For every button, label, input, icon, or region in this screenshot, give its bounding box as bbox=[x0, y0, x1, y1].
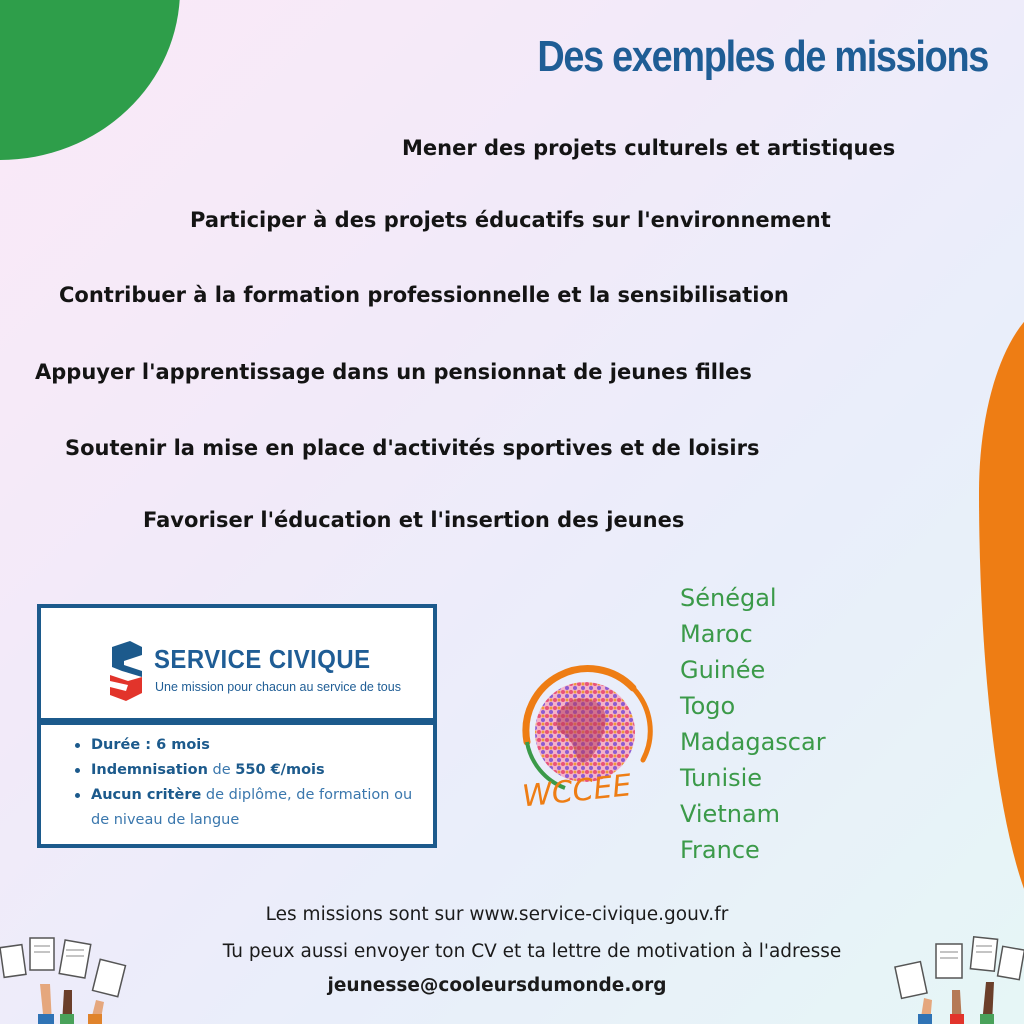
duration-text: Durée : 6 mois bbox=[91, 737, 210, 753]
country-item: Sénégal bbox=[680, 584, 777, 612]
mission-item: Participer à des projets éducatifs sur l'environnement bbox=[190, 208, 831, 232]
wccee-logo bbox=[505, 650, 670, 815]
service-civique-card bbox=[37, 604, 437, 848]
service-civique-name: SERVICE CIVIQUE bbox=[154, 644, 371, 674]
contact-email[interactable]: jeunesse@cooleursdumonde.org bbox=[327, 975, 667, 996]
service-civique-logo-icon bbox=[108, 641, 144, 701]
country-item: Madagascar bbox=[680, 728, 826, 756]
page-title: Des exemples de missions bbox=[537, 32, 988, 81]
hands-documents-right-icon bbox=[894, 934, 1024, 1024]
conditions-list bbox=[41, 733, 433, 833]
mission-item: Contribuer à la formation professionnelle et la sensibilisation bbox=[59, 283, 789, 307]
criteria-text: de diplôme, de formation ou de niveau de langue bbox=[91, 787, 413, 828]
service-civique-header bbox=[41, 608, 433, 718]
mission-item: Appuyer l'apprentissage dans un pensionnat de jeunes filles bbox=[35, 360, 752, 384]
indemnity-label: Indemnisation bbox=[91, 762, 208, 778]
cv-instructions: Tu peux aussi envoyer ton CV et ta lettre de motivation à l'adresse bbox=[222, 941, 842, 962]
country-item: Vietnam bbox=[680, 800, 781, 828]
criteria-label: Aucun critère bbox=[91, 787, 202, 803]
country-item: Maroc bbox=[680, 620, 753, 648]
country-item: Togo bbox=[680, 692, 736, 720]
card-divider bbox=[41, 718, 433, 725]
indemnity-connector: de bbox=[207, 762, 236, 778]
hands-documents-left-icon bbox=[0, 934, 130, 1024]
country-item: Tunisie bbox=[680, 764, 763, 792]
condition-duration bbox=[91, 733, 433, 758]
condition-indemnity bbox=[91, 758, 433, 783]
orange-side-shape bbox=[979, 300, 1024, 940]
mission-item: Soutenir la mise en place d'activités sportives et de loisirs bbox=[65, 436, 760, 460]
missions-url-line: Les missions sont sur www.service-civique.gouv.fr bbox=[265, 904, 729, 925]
green-corner-shape bbox=[0, 0, 180, 160]
indemnity-amount: 550 €/mois bbox=[235, 762, 325, 778]
wccee-wordmark: WCCEE bbox=[520, 768, 634, 815]
service-civique-tagline: Une mission pour chacun au service de tous bbox=[155, 680, 401, 694]
mission-item: Favoriser l'éducation et l'insertion des jeunes bbox=[143, 508, 685, 532]
condition-criteria bbox=[91, 783, 433, 833]
country-item: Guinée bbox=[680, 656, 766, 684]
country-list bbox=[680, 580, 826, 868]
country-item: France bbox=[680, 836, 760, 864]
mission-item: Mener des projets culturels et artistiques bbox=[402, 136, 896, 160]
